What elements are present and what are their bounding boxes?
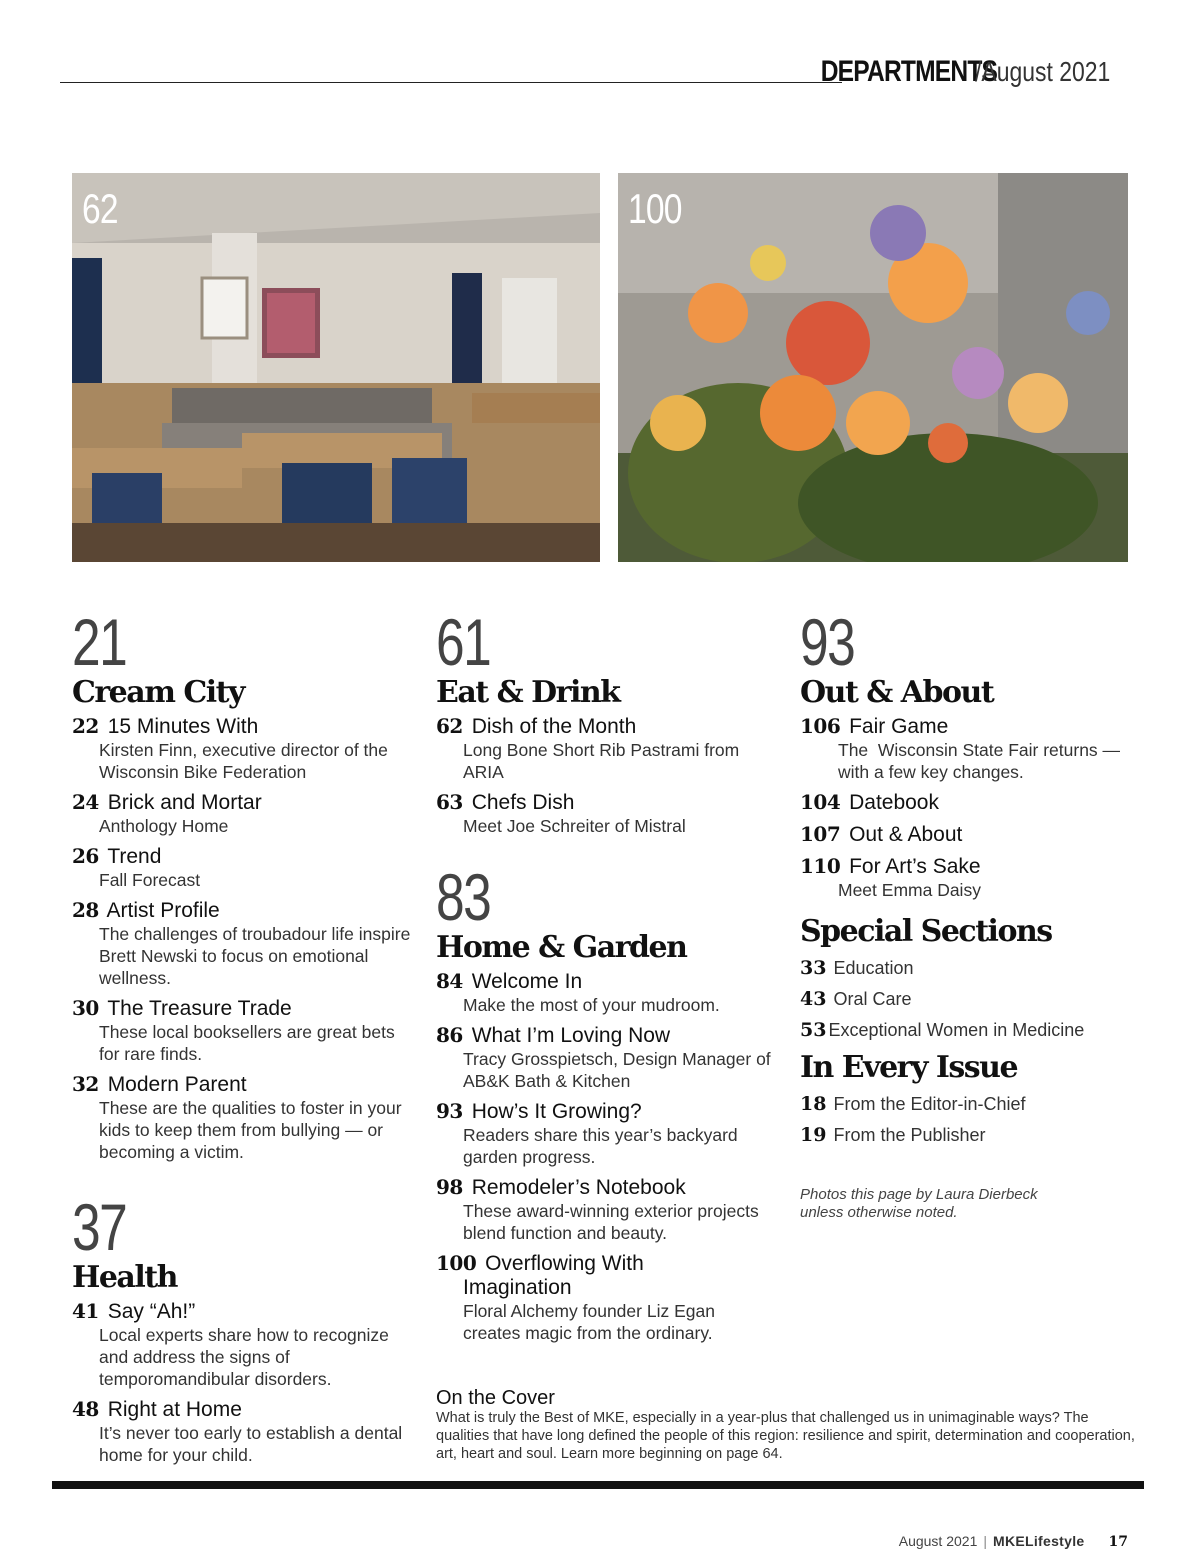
item-label: Oral Care bbox=[833, 989, 912, 1009]
photo-page-number: 62 bbox=[82, 185, 118, 232]
item-description: Meet Emma Daisy bbox=[838, 880, 981, 900]
item-description: The Wisconsin State Fair returns — with a few key changes. bbox=[838, 740, 1125, 782]
item-description: It’s never too early to establish a dental home for your child. bbox=[99, 1423, 403, 1465]
item-title: Say “Ah!” bbox=[107, 1300, 196, 1323]
toc-item[interactable] bbox=[436, 790, 776, 837]
issue-date: /August 2021 bbox=[974, 56, 1111, 87]
section-number: 21 bbox=[72, 605, 127, 679]
item-title: Out & About bbox=[849, 823, 963, 846]
item-description: These are the qualities to foster in your kids to keep them from bullying — or becoming a victim. bbox=[99, 1098, 402, 1162]
item-title: For Art’s Sake bbox=[849, 855, 981, 878]
toc-item[interactable] bbox=[72, 714, 412, 783]
page-number: 100 bbox=[436, 1251, 477, 1275]
item-description: Meet Joe Schreiter of Mistral bbox=[463, 816, 686, 836]
toc-item[interactable] bbox=[72, 996, 412, 1065]
page-header bbox=[782, 55, 1140, 89]
photo-credit-line: Photos this page by Laura Dierbeck bbox=[800, 1186, 1038, 1203]
cover-text: What is truly the Best of MKE, especially in a year-plus that challenged us in unimaginable ways? The qualities that have long defined the people of this region: resilience and spirit, determination and cooperation, art, heart and soul. Learn more beginning on page 64. bbox=[436, 1410, 1135, 1462]
item-description: Kirsten Finn, executive director of the Wisconsin Bike Federation bbox=[99, 740, 388, 782]
footer-date: August 2021 bbox=[898, 1533, 978, 1549]
toc-item[interactable] bbox=[72, 1299, 412, 1390]
toc-item[interactable] bbox=[436, 1099, 776, 1168]
section-title-home-garden: Home & Garden bbox=[436, 930, 687, 965]
item-description: Readers share this year’s backyard garden progress. bbox=[463, 1125, 738, 1167]
restaurant-image bbox=[72, 173, 600, 562]
page-number: 33 bbox=[800, 957, 827, 979]
item-title: Fair Game bbox=[849, 715, 949, 738]
header-rule bbox=[60, 82, 842, 83]
column-right bbox=[800, 605, 1140, 1222]
item-label: Exceptional Women in Medicine bbox=[828, 1020, 1085, 1040]
item-description: These local booksellers are great bets for rare finds. bbox=[99, 1022, 395, 1064]
item-description: Tracy Grosspietsch, Design Manager of AB&K Bath & Kitchen bbox=[463, 1049, 771, 1091]
item-title: Datebook bbox=[849, 791, 939, 814]
item-title: Overflowing With bbox=[485, 1252, 644, 1275]
page-number: 22 bbox=[72, 714, 99, 738]
item-title: 15 Minutes With bbox=[107, 715, 259, 738]
item-title: Welcome In bbox=[471, 970, 583, 993]
page-number: 53 bbox=[800, 1019, 827, 1041]
toc-item[interactable] bbox=[72, 1397, 412, 1466]
section-title-health: Health bbox=[72, 1260, 177, 1295]
footer-page-number: 17 bbox=[1108, 1534, 1128, 1550]
page-number: 106 bbox=[800, 714, 841, 738]
toc-mini-item[interactable] bbox=[800, 1093, 1140, 1115]
photo-page-number: 100 bbox=[628, 185, 682, 232]
page-number: 43 bbox=[800, 988, 827, 1010]
toc-item[interactable] bbox=[72, 1072, 412, 1163]
page-number: 24 bbox=[72, 790, 99, 814]
column-middle bbox=[436, 605, 776, 1351]
page-number: 26 bbox=[72, 844, 99, 868]
toc-item[interactable] bbox=[800, 854, 1140, 901]
toc-item[interactable] bbox=[436, 1175, 776, 1244]
footer-brand: MKELifestyle bbox=[993, 1533, 1085, 1549]
item-description: Make the most of your mudroom. bbox=[463, 995, 720, 1015]
item-label: From the Publisher bbox=[833, 1125, 986, 1145]
item-label: From the Editor-in-Chief bbox=[833, 1094, 1026, 1114]
section-number: 61 bbox=[436, 605, 491, 679]
page-footer bbox=[899, 1533, 1128, 1550]
toc-item[interactable] bbox=[800, 822, 1140, 847]
page-number: 41 bbox=[72, 1299, 99, 1323]
item-description: Local experts share how to recognize and address the signs of temporomandibular disorders. bbox=[99, 1325, 389, 1389]
section-number: 37 bbox=[72, 1190, 127, 1264]
toc-item[interactable] bbox=[436, 969, 776, 1016]
toc-item[interactable] bbox=[72, 898, 412, 989]
toc-item[interactable] bbox=[436, 1251, 776, 1344]
flowers-photo[interactable] bbox=[618, 173, 1128, 562]
page-number: 63 bbox=[436, 790, 463, 814]
section-number: 83 bbox=[436, 860, 491, 934]
section-title-in-every-issue: In Every Issue bbox=[800, 1050, 1018, 1085]
page-number: 28 bbox=[72, 898, 99, 922]
page-number: 30 bbox=[72, 996, 99, 1020]
cover-title: On the Cover bbox=[436, 1387, 555, 1409]
page-number: 86 bbox=[436, 1023, 463, 1047]
section-number: 93 bbox=[800, 605, 855, 679]
item-description: These award-winning exterior projects blend function and beauty. bbox=[463, 1201, 759, 1243]
page-number: 32 bbox=[72, 1072, 99, 1096]
item-title: How’s It Growing? bbox=[471, 1100, 642, 1123]
item-label: Education bbox=[833, 958, 914, 978]
item-description: Floral Alchemy founder Liz Egan creates magic from the ordinary. bbox=[463, 1301, 715, 1343]
item-title: Right at Home bbox=[107, 1398, 242, 1421]
toc-item[interactable] bbox=[800, 790, 1140, 815]
toc-mini-item[interactable] bbox=[800, 1124, 1140, 1146]
item-title: Modern Parent bbox=[107, 1073, 247, 1096]
toc-item[interactable] bbox=[436, 714, 776, 783]
page-number: 19 bbox=[800, 1124, 827, 1146]
page-number: 98 bbox=[436, 1175, 463, 1199]
section-title-out-about: Out & About bbox=[800, 675, 994, 710]
item-title: The Treasure Trade bbox=[107, 997, 292, 1020]
item-title: Brick and Mortar bbox=[107, 791, 262, 814]
photo-credit bbox=[800, 1186, 1140, 1222]
flowers-image bbox=[618, 173, 1128, 562]
page-number: 110 bbox=[800, 854, 841, 878]
column-left bbox=[72, 605, 412, 1473]
item-title: Artist Profile bbox=[106, 899, 220, 922]
toc-item[interactable] bbox=[72, 790, 412, 837]
item-description: Long Bone Short Rib Pastrami from ARIA bbox=[463, 740, 740, 782]
item-title: What I’m Loving Now bbox=[471, 1024, 671, 1047]
section-title-eat-drink: Eat & Drink bbox=[436, 675, 620, 710]
footer-separator: | bbox=[983, 1533, 987, 1549]
page-number: 84 bbox=[436, 969, 463, 993]
page-number: 62 bbox=[436, 714, 463, 738]
page-number: 104 bbox=[800, 790, 841, 814]
item-title: Dish of the Month bbox=[471, 715, 637, 738]
item-title: Chefs Dish bbox=[471, 791, 575, 814]
footer-rule bbox=[52, 1481, 1144, 1489]
item-description: Fall Forecast bbox=[99, 870, 201, 890]
toc-mini-item[interactable] bbox=[800, 988, 1140, 1010]
toc-mini-item[interactable] bbox=[800, 957, 1140, 979]
department-title: DEPARTMENTS bbox=[820, 55, 997, 88]
section-title-special-sections: Special Sections bbox=[800, 914, 1052, 949]
item-description: Anthology Home bbox=[99, 816, 229, 836]
page-number: 48 bbox=[72, 1397, 99, 1421]
item-title-continued: Imagination bbox=[463, 1276, 572, 1299]
toc-item[interactable] bbox=[436, 1023, 776, 1092]
cover-note bbox=[436, 1387, 1136, 1463]
toc-mini-item[interactable] bbox=[800, 1019, 1140, 1041]
page-number: 107 bbox=[800, 822, 841, 846]
toc-item[interactable] bbox=[72, 844, 412, 891]
item-description: The challenges of troubadour life inspire Brett Newski to focus on emotional wellness. bbox=[99, 924, 411, 988]
item-title: Trend bbox=[107, 845, 162, 868]
page-number: 18 bbox=[800, 1093, 827, 1115]
photo-credit-line: unless otherwise noted. bbox=[800, 1204, 958, 1221]
restaurant-photo[interactable] bbox=[72, 173, 600, 562]
page-number: 93 bbox=[436, 1099, 463, 1123]
section-title-cream-city: Cream City bbox=[72, 675, 244, 710]
item-title: Remodeler’s Notebook bbox=[471, 1176, 686, 1199]
toc-item[interactable] bbox=[800, 714, 1140, 783]
